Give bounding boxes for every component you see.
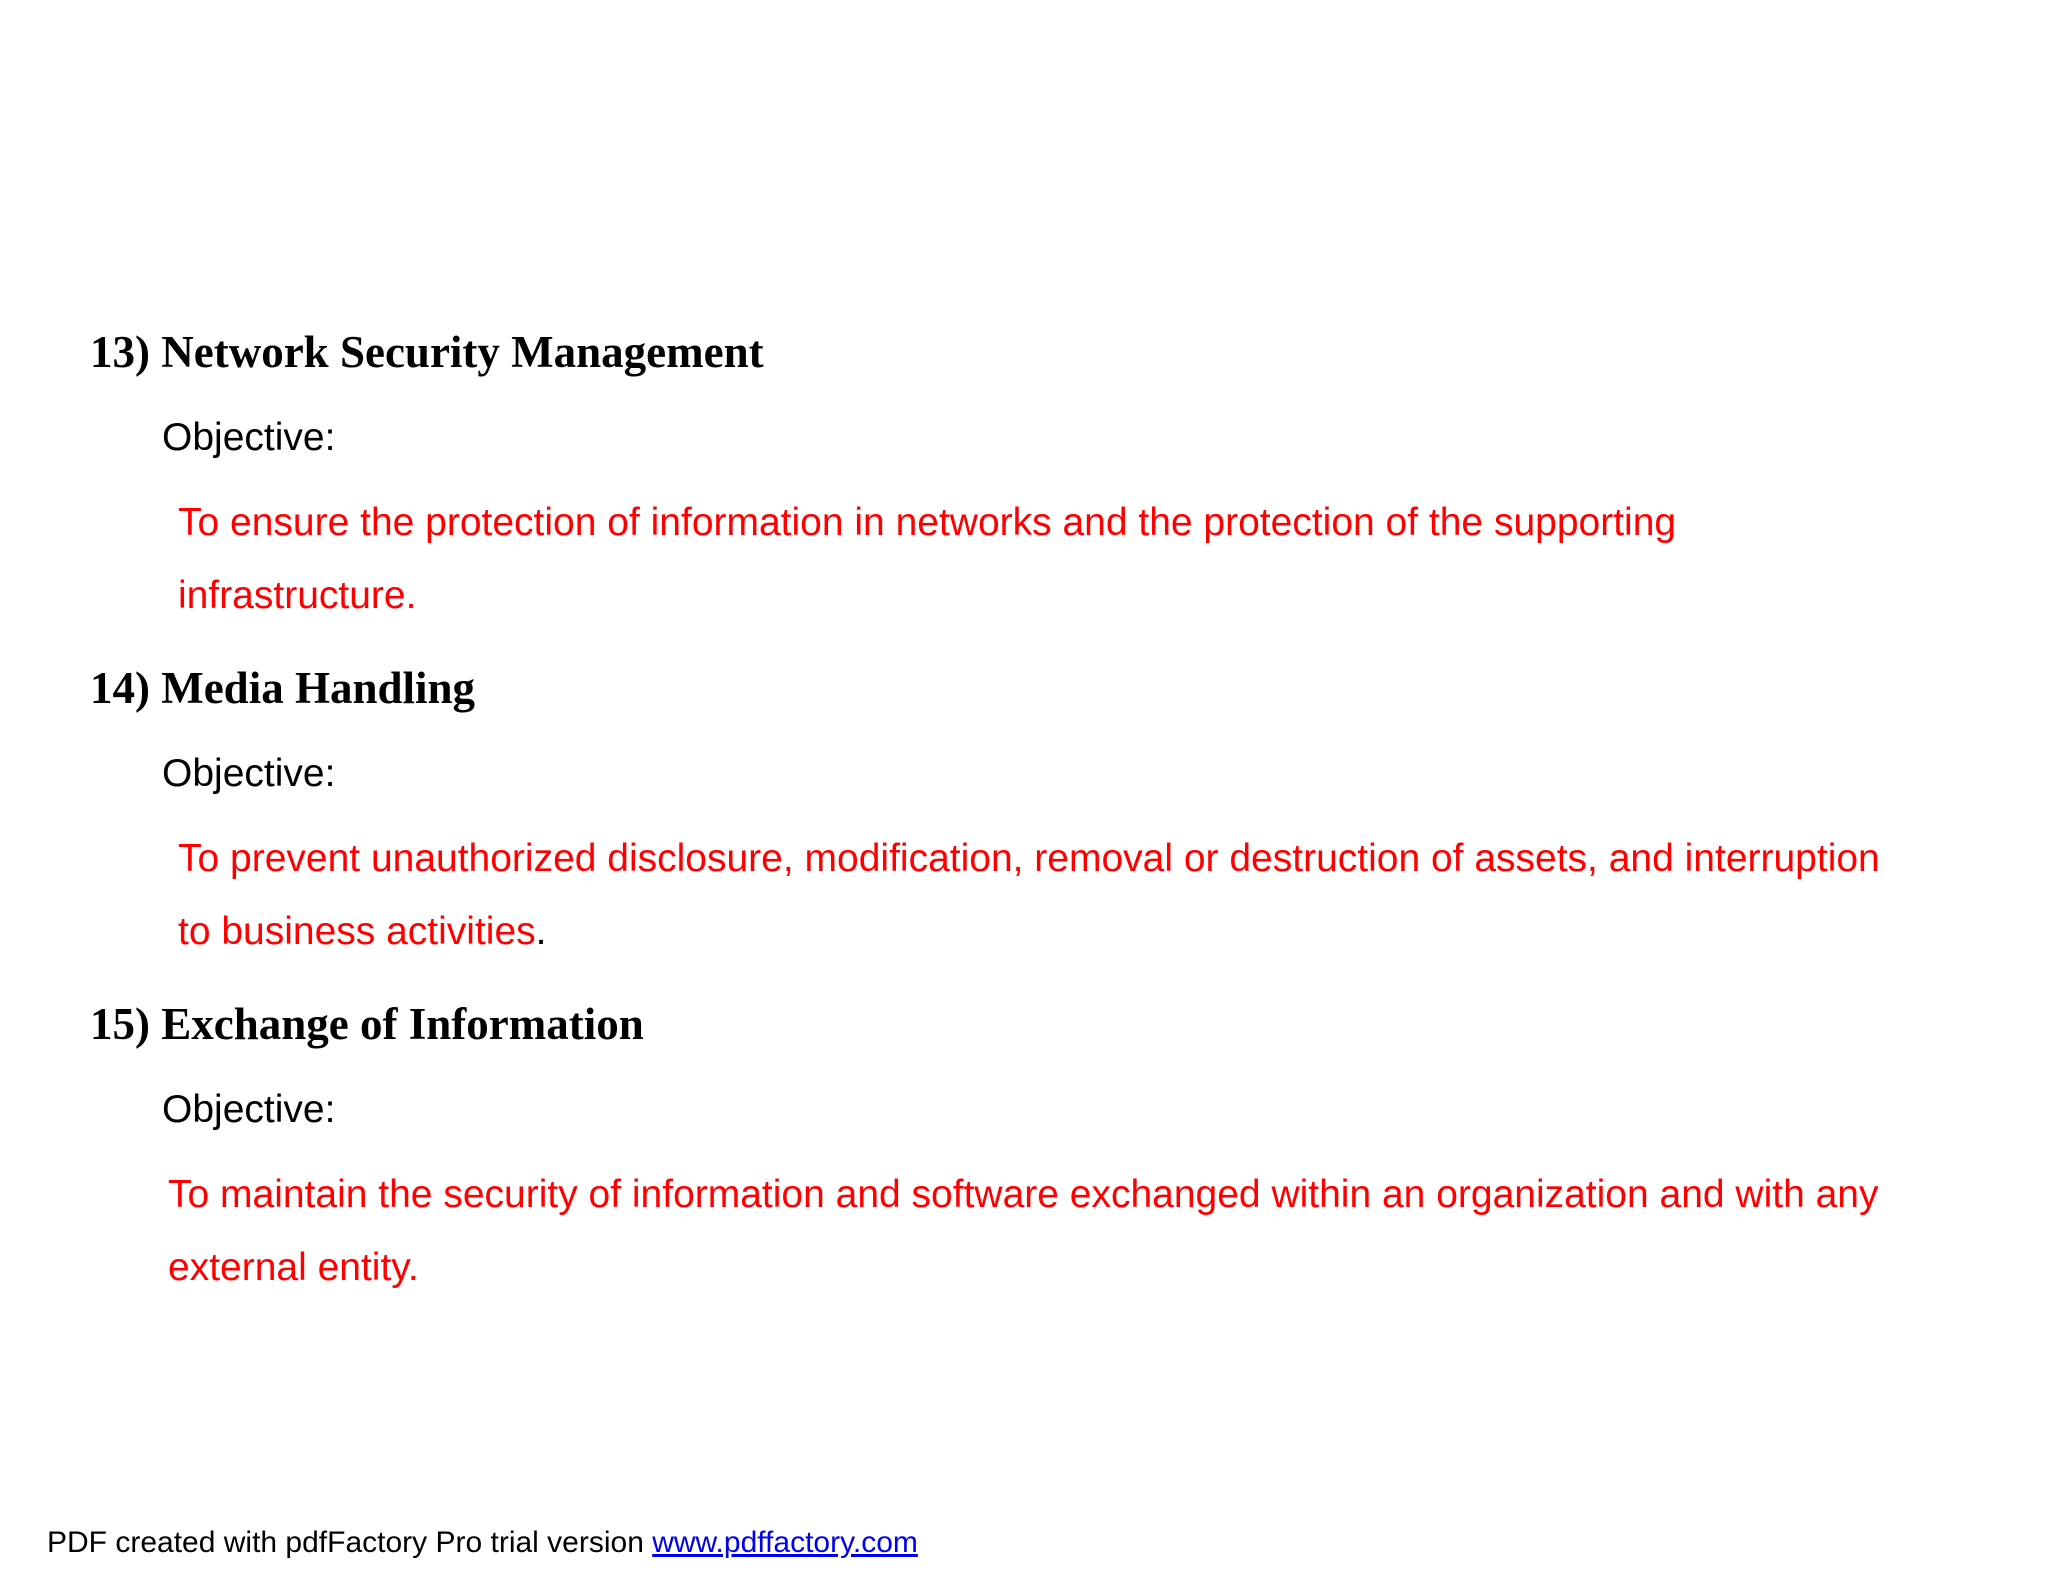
objective-text-media-handling xyxy=(178,822,1880,968)
section-heading-media-handling: 14) Media Handling xyxy=(90,663,476,713)
objective-line-with-period xyxy=(178,895,1880,968)
objective-text-network-security xyxy=(178,486,1676,632)
objective-label: Objective: xyxy=(162,752,336,795)
section-heading-exchange-of-information: 15) Exchange of Information xyxy=(90,999,644,1049)
objective-line: To maintain the security of information and software exchanged within an organization and with any xyxy=(168,1173,1879,1216)
objective-label: Objective: xyxy=(162,1088,336,1131)
footer-link-pdffactory[interactable]: www.pdffactory.com xyxy=(652,1526,918,1559)
trailing-period: . xyxy=(535,910,547,953)
objective-line: external entity. xyxy=(168,1246,419,1289)
objective-line: To prevent unauthorized disclosure, modification, removal or destruction of assets, and interruption xyxy=(178,837,1880,880)
objective-line: To ensure the protection of information in networks and the protection of the supporting xyxy=(178,501,1677,544)
section-heading-network-security-management: 13) Network Security Management xyxy=(90,327,764,377)
objective-line: infrastructure. xyxy=(178,574,417,617)
objective-line-text: to business activities xyxy=(178,910,536,953)
objective-text-exchange-of-information xyxy=(168,1158,1879,1304)
objective-label: Objective: xyxy=(162,416,336,459)
pdf-footer xyxy=(47,1528,918,1558)
footer-text: PDF created with pdfFactory Pro trial version xyxy=(47,1526,653,1559)
